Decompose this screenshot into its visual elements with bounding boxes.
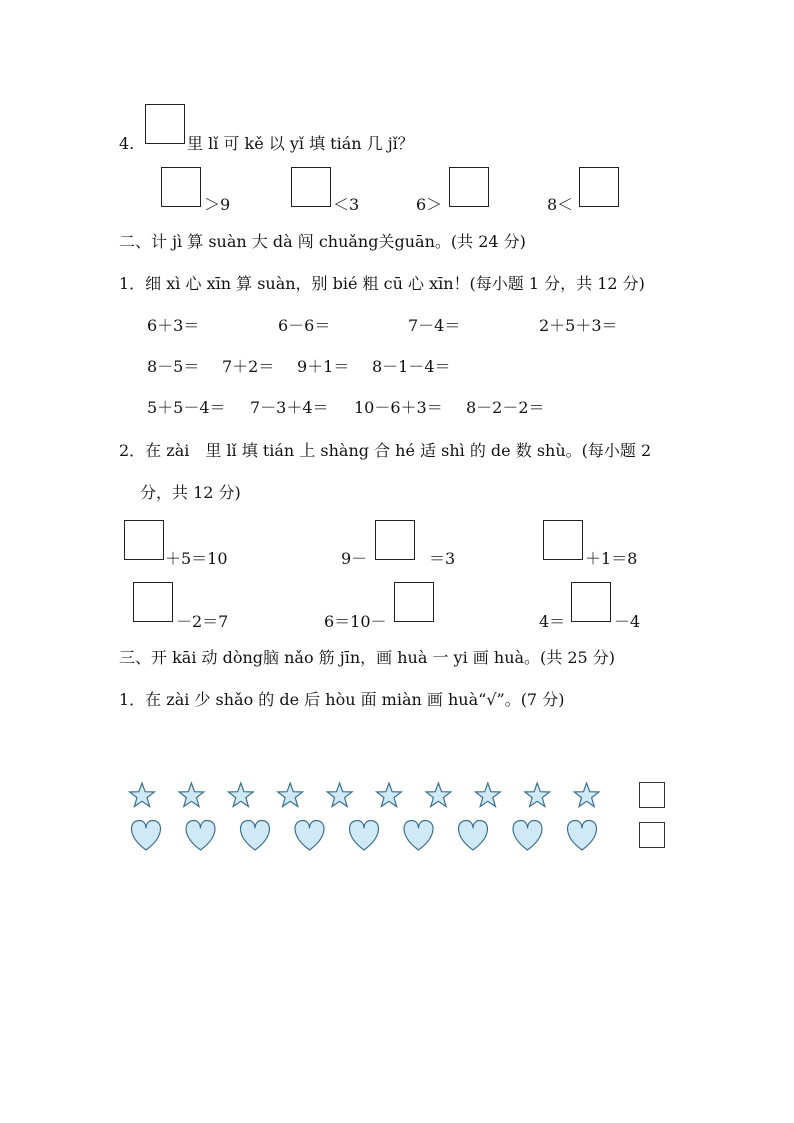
q4-item3-box[interactable] <box>449 167 489 207</box>
fill-r2c3-box[interactable] <box>571 582 611 622</box>
heart-shape <box>132 821 161 850</box>
q4-item3-text: 6＞ <box>416 195 443 214</box>
fill-r2c2-box[interactable] <box>394 582 434 622</box>
calc-r2c4: 8－1－4＝ <box>372 357 451 376</box>
section3-q1-title: 1．在 zài 少 shǎo 的 de 后 hòu 面 miàn 画 huà“√”。(7 分) <box>119 690 565 709</box>
star-answer-box[interactable] <box>639 782 665 808</box>
fill-r1c3-text: ＋1＝8 <box>585 549 638 568</box>
fill-r1c1-box[interactable] <box>124 520 164 560</box>
q4-item1-text: ＞9 <box>204 195 231 214</box>
fill-r2c1-text: －2＝7 <box>176 612 229 631</box>
heart-answer-box[interactable] <box>639 822 665 848</box>
fill-r1c1-text: ＋5＝10 <box>165 549 228 568</box>
star-shape <box>179 783 204 807</box>
section2-q1-title: 1．细 xì 心 xīn 算 suàn，别 bié 粗 cū 心 xīn！(每小题 1 分，共 12 分) <box>119 274 645 293</box>
q4-item1-box[interactable] <box>161 167 201 207</box>
star-shape <box>574 783 599 807</box>
calc-r3c2: 7－3＋4＝ <box>250 398 329 417</box>
calc-r3c1: 5＋5－4＝ <box>147 398 226 417</box>
star-shape <box>228 783 253 807</box>
star-shape <box>475 783 500 807</box>
fill-r2c2-before: 6＝10－ <box>324 612 387 631</box>
heart-shape <box>513 821 542 850</box>
fill-r1c2-after: ＝3 <box>429 549 456 568</box>
star-shape <box>327 783 352 807</box>
section2-q2-title-line1: 2．在 zài 里 lǐ 填 tián 上 shàng 合 hé 适 shì 的 de 数 shù。(每小题 2 <box>119 441 652 460</box>
calc-r1c1: 6＋3＝ <box>147 316 200 335</box>
calc-r3c4: 8－2－2＝ <box>466 398 545 417</box>
star-shape <box>525 783 550 807</box>
heart-shape <box>295 821 324 850</box>
heart-shape <box>186 821 215 850</box>
heart-shape <box>241 821 270 850</box>
q4-item4-text: 8＜ <box>547 195 574 214</box>
calc-r2c2: 7＋2＝ <box>222 357 275 376</box>
section2-q2-title-line2: 分，共 12 分) <box>140 483 241 502</box>
q4-item2-box[interactable] <box>291 167 331 207</box>
q4-number: 4. <box>119 134 135 153</box>
section2-heading: 二、计 jì 算 suàn 大 dà 闯 chuǎng关guān。(共 24 分) <box>119 232 526 251</box>
q4-item4-box[interactable] <box>579 167 619 207</box>
q4-text: 里 lǐ 可 kě 以 yǐ 填 tián 几 jǐ？ <box>187 134 414 153</box>
heart-shape <box>568 821 597 850</box>
calc-r1c4: 2＋5＋3＝ <box>539 316 618 335</box>
fill-r2c3-after: －4 <box>614 612 641 631</box>
heart-shape <box>350 821 379 850</box>
star-shape <box>130 783 155 807</box>
q4-symbol-box <box>145 104 185 144</box>
heart-shape <box>459 821 488 850</box>
fill-r1c2-before: 9－ <box>341 549 368 568</box>
calc-r3c3: 10－6＋3＝ <box>354 398 443 417</box>
heart-shape <box>404 821 433 850</box>
calc-r2c3: 9＋1＝ <box>297 357 350 376</box>
fill-r2c3-before: 4＝ <box>539 612 566 631</box>
fill-r1c3-box[interactable] <box>543 520 583 560</box>
star-shape <box>426 783 451 807</box>
calc-r2c1: 8－5＝ <box>147 357 200 376</box>
calc-r1c3: 7－4＝ <box>408 316 461 335</box>
fill-r2c1-box[interactable] <box>133 582 173 622</box>
section3-heading: 三、开 kāi 动 dòng脑 nǎo 筋 jīn，画 huà 一 yi 画 huà。(共 25 分) <box>119 648 616 667</box>
star-shape <box>278 783 303 807</box>
star-shape <box>377 783 402 807</box>
fill-r1c2-box[interactable] <box>375 520 415 560</box>
q4-item2-text: ＜3 <box>333 195 360 214</box>
calc-r1c2: 6－6＝ <box>278 316 331 335</box>
